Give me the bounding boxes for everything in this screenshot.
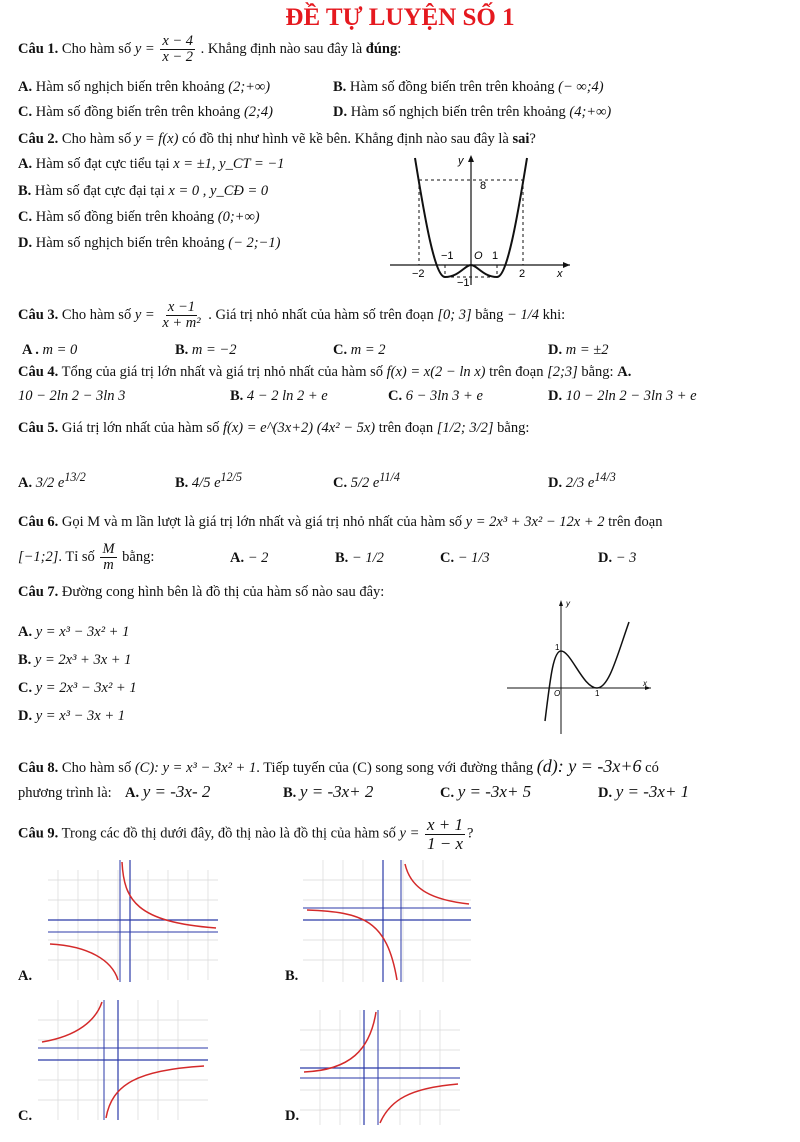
q4-option-c[interactable]: C. 6 − 3ln 3 + e xyxy=(388,388,483,404)
q9-graph-d[interactable] xyxy=(300,1010,460,1125)
q1-fraction: $\frac{x - 4}{x - 2}$ xyxy=(162,33,194,66)
svg-text:y: y xyxy=(566,599,570,608)
q5-option-d[interactable]: D. 2/3 $e^{14/3}$ xyxy=(548,470,616,491)
q4-stem: Câu 4. Tổng của giá trị lớn nhất và giá trị nhỏ nhất của hàm số f(x) = x(2 − ln x) trên đoạn [2;3] bằng: A. xyxy=(18,364,632,380)
q9-option-a[interactable]: A. xyxy=(18,968,33,984)
q8-stem: Câu 8. Cho hàm số (C): y = x³ − 3x² + 1. Tiếp tuyến của (C) song song với đường thẳng (d): y = -3x+6 có xyxy=(18,756,659,776)
q3-option-d[interactable]: D. m = ±2 xyxy=(548,342,609,358)
q7-option-a[interactable]: A. y = x³ − 3x² + 1 xyxy=(18,624,130,640)
q2-option-b[interactable]: B. Hàm số đạt cực đại tại x = 0 , y_CĐ = 0 xyxy=(18,183,269,199)
q3-option-a[interactable]: A . m = 0 xyxy=(22,342,78,358)
q1-label: Câu 1. xyxy=(18,41,59,58)
q7-option-b[interactable]: B. y = 2x³ + 3x + 1 xyxy=(18,652,132,668)
q5-option-c[interactable]: C. 5/2 $e^{11/4}$ xyxy=(333,470,400,491)
q7-option-c[interactable]: C. y = 2x³ − 3x² + 1 xyxy=(18,680,137,696)
q6-option-d[interactable]: D. − 3 xyxy=(598,550,637,566)
svg-text:−2: −2 xyxy=(412,268,425,280)
q1-option-a[interactable]: A. Hàm số nghịch biến trên khoảng (2;+∞) xyxy=(18,79,271,95)
q5-option-a[interactable]: A. 3/2 $e^{13/2}$ xyxy=(18,470,86,491)
q2-stem: Câu 2. Cho hàm số y = f(x) có đồ thị như hình vẽ kề bên. Khẳng định nào sau đây là sai? xyxy=(18,131,536,147)
svg-text:O: O xyxy=(474,250,483,262)
svg-text:1: 1 xyxy=(555,643,560,652)
q9-option-b[interactable]: B. xyxy=(285,968,299,984)
q4-option-d[interactable]: D. 10 − 2ln 2 − 3ln 3 + e xyxy=(548,388,697,404)
q3-stem: Câu 3. Cho hàm số y = $\frac{x -1}{\text{x + m²}}$ . Giá trị nhỏ nhất của hàm số trên đoạn [0; 3] bằng − 1/4 khi: xyxy=(18,299,566,332)
svg-text:1: 1 xyxy=(492,250,499,262)
q6-option-c[interactable]: C. − 1/3 xyxy=(440,550,490,566)
q8-option-d[interactable]: D. y = -3x+ 1 xyxy=(598,782,690,801)
q6-stem-line2: [−1;2]. Tỉ số $\frac{M}{m}$ bằng: xyxy=(18,541,155,574)
svg-text:1: 1 xyxy=(595,689,600,698)
q9-graph-c[interactable] xyxy=(38,1000,208,1120)
svg-text:2: 2 xyxy=(519,268,526,280)
q8-option-b[interactable]: B. y = -3x+ 2 xyxy=(283,782,374,801)
q8-option-a[interactable]: A. y = -3x- 2 xyxy=(125,782,211,801)
q9-graph-b[interactable] xyxy=(303,860,471,982)
svg-text:−1: −1 xyxy=(457,277,470,289)
q9-option-d[interactable]: D. xyxy=(285,1108,300,1124)
q1-stem: Câu 1. Cho hàm số y = $\frac{x - 4}{x - 2}$ . Khẳng định nào sau đây là đúng: xyxy=(18,33,402,66)
q9-graph-a[interactable] xyxy=(48,860,218,982)
q2-tick-8: 8 xyxy=(480,180,487,192)
q8-option-c[interactable]: C. y = -3x+ 5 xyxy=(440,782,532,801)
q6-option-b[interactable]: B. − 1/2 xyxy=(335,550,384,566)
q4-option-a[interactable]: 10 − 2ln 2 − 3ln 3 xyxy=(18,388,126,404)
q7-graph xyxy=(505,596,655,738)
page-title: ĐỀ TỰ LUYỆN SỐ 1 xyxy=(285,4,515,31)
q3-option-c[interactable]: C. m = 2 xyxy=(333,342,386,358)
q7-option-d[interactable]: D. y = x³ − 3x + 1 xyxy=(18,708,125,724)
svg-text:x: x xyxy=(643,679,647,688)
q2-option-a[interactable]: A. Hàm số đạt cực tiểu tại x = ±1, y_CT = −1 xyxy=(18,156,285,172)
q6-stem: Câu 6. Gọi M và m lần lượt là giá trị lớn nhất và giá trị nhỏ nhất của hàm số y = 2x³ + 3x² − 12x + 2 trên đoạn xyxy=(18,514,663,530)
q5-option-b[interactable]: B. 4/5 $e^{12/5}$ xyxy=(175,470,242,491)
q2-graph xyxy=(385,150,575,290)
q6-option-a[interactable]: A. − 2 xyxy=(230,550,269,566)
q1-option-c[interactable]: C. Hàm số đồng biến trên trên khoảng (2;4) xyxy=(18,104,273,120)
q1-option-b[interactable]: B. Hàm số đồng biến trên trên khoảng (− ∞;4) xyxy=(333,79,604,95)
svg-text:O: O xyxy=(554,689,561,698)
q2-option-d[interactable]: D. Hàm số nghịch biến trên khoảng (− 2;−1) xyxy=(18,235,281,251)
q8-stem-line2: phương trình là: xyxy=(18,785,112,801)
svg-text:−1: −1 xyxy=(441,250,454,262)
svg-text:y: y xyxy=(458,155,464,167)
q9-stem: Câu 9. Trong các đồ thị dưới đây, đồ thị nào là đồ thị của hàm số y = $\frac{x + 1}{1 - x}$ ? xyxy=(18,815,474,853)
q4-option-b[interactable]: B. 4 − 2 ln 2 + e xyxy=(230,388,328,404)
q7-curve xyxy=(545,622,629,721)
q7-stem: Câu 7. Đường cong hình bên là đồ thị của hàm số nào sau đây: xyxy=(18,584,385,600)
svg-text:x: x xyxy=(557,268,563,280)
q9-option-c[interactable]: C. xyxy=(18,1108,33,1124)
q5-stem: Câu 5. Giá trị lớn nhất của hàm số f(x) = e^(3x+2) (4x² − 5x) trên đoạn [1/2; 3/2] bằng: xyxy=(18,420,530,436)
q1-option-d[interactable]: D. Hàm số nghịch biến trên trên khoảng (4;+∞) xyxy=(333,104,612,120)
q2-option-c[interactable]: C. Hàm số đồng biến trên khoảng (0;+∞) xyxy=(18,209,260,225)
q3-option-b[interactable]: B. m = −2 xyxy=(175,342,237,358)
